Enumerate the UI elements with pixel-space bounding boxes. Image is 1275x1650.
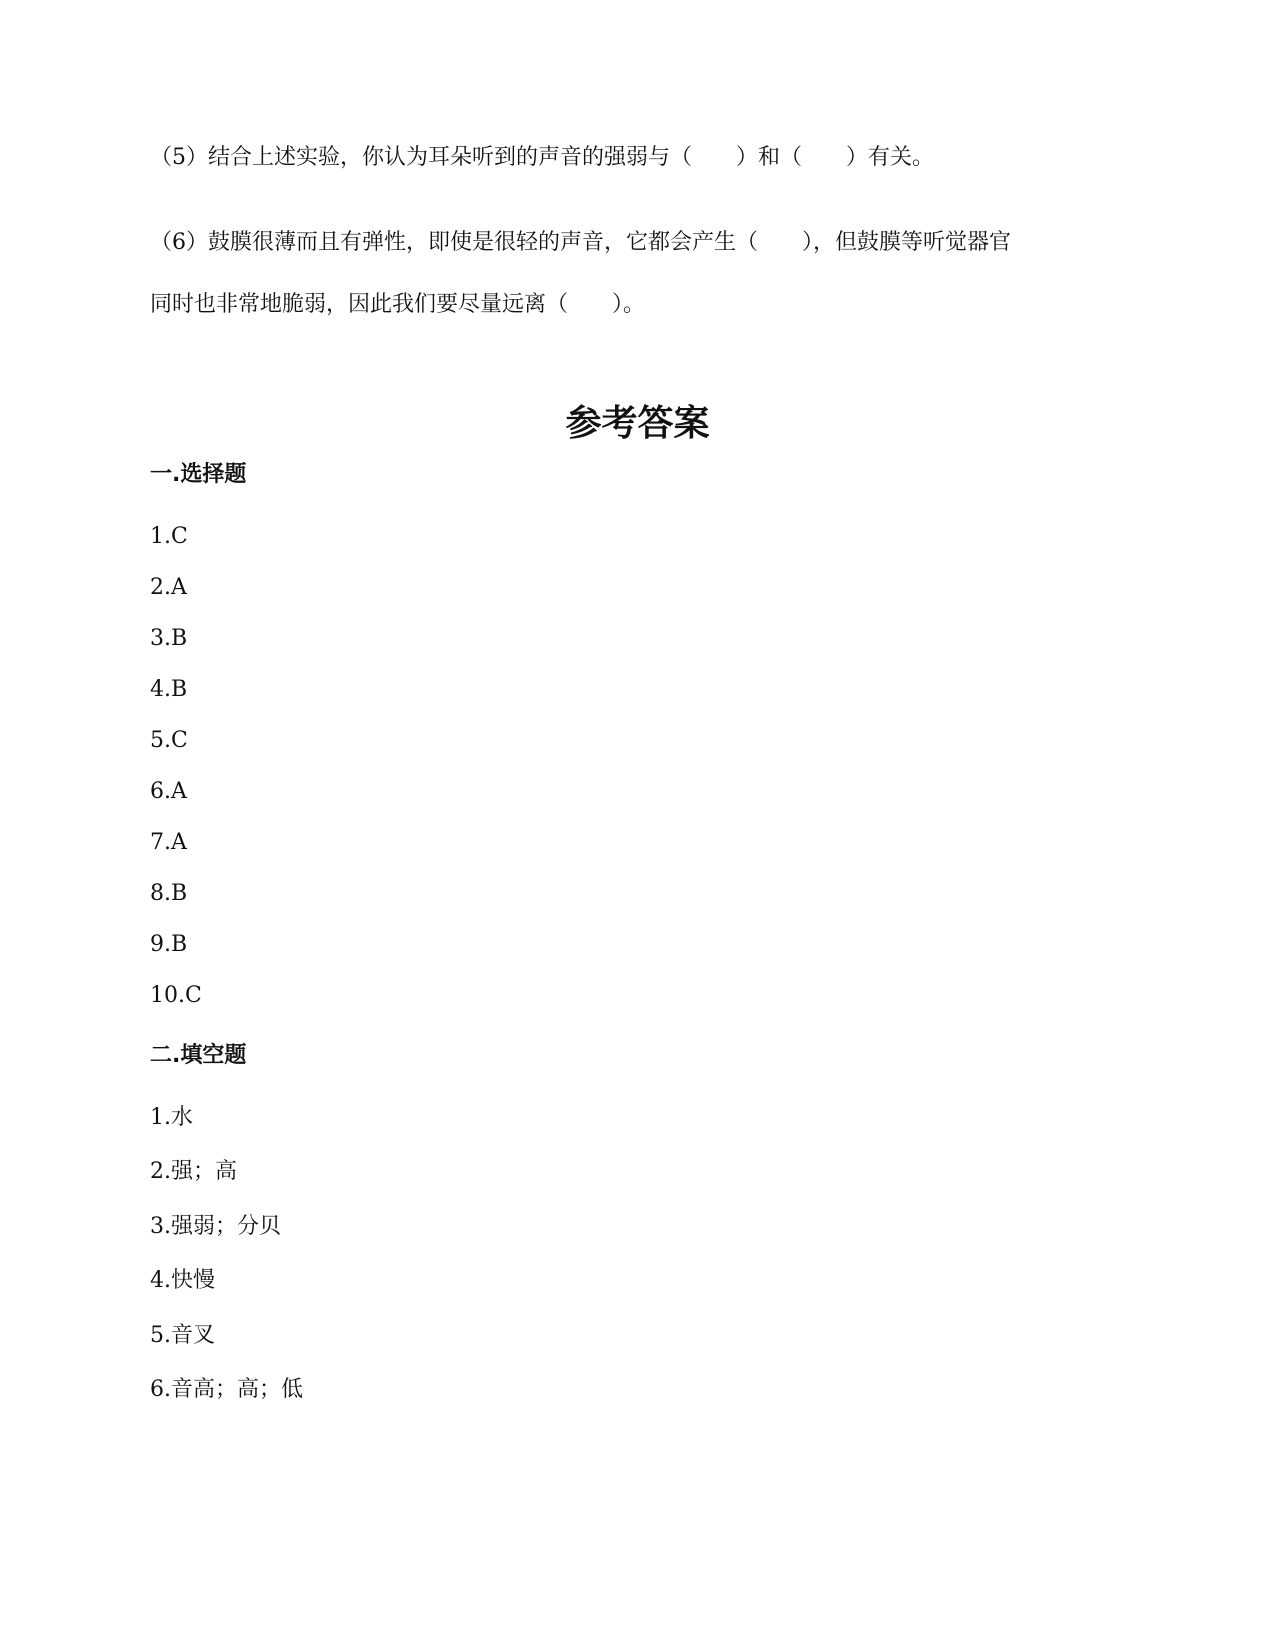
choice-answer-8: 8.B	[150, 881, 188, 906]
question-6-line-2: 同时也非常地脆弱，因此我们要尽量远离（ ）。	[150, 292, 646, 317]
choice-answer-2: 2.A	[150, 575, 187, 600]
fill-answer-6: 6.音高；高；低	[150, 1377, 303, 1402]
section-heading-fill: 二.填空题	[150, 1043, 247, 1068]
choice-answer-7: 7.A	[150, 830, 187, 855]
fill-answer-2: 2.强；高	[150, 1159, 237, 1184]
choice-answer-6: 6.A	[150, 779, 187, 804]
fill-answer-4: 4.快慢	[150, 1268, 215, 1293]
choice-answer-5: 5.C	[150, 728, 188, 753]
choice-answer-3: 3.B	[150, 626, 188, 651]
choice-answer-4: 4.B	[150, 677, 188, 702]
choice-answer-10: 10.C	[150, 983, 202, 1008]
fill-answer-5: 5.音叉	[150, 1323, 215, 1348]
question-5: （5）结合上述实验，你认为耳朵听到的声音的强弱与（ ）和（ ）有关。	[150, 145, 934, 170]
question-6-line-1: （6）鼓膜很薄而且有弹性，即使是很轻的声音，它都会产生（ ），但鼓膜等听觉器官	[150, 230, 1012, 255]
choice-answer-1: 1.C	[150, 524, 188, 549]
section-heading-choice: 一.选择题	[150, 462, 247, 487]
answers-title: 参考答案	[565, 403, 710, 444]
fill-answer-1: 1.水	[150, 1105, 193, 1130]
fill-answer-3: 3.强弱；分贝	[150, 1214, 281, 1239]
choice-answer-9: 9.B	[150, 932, 188, 957]
